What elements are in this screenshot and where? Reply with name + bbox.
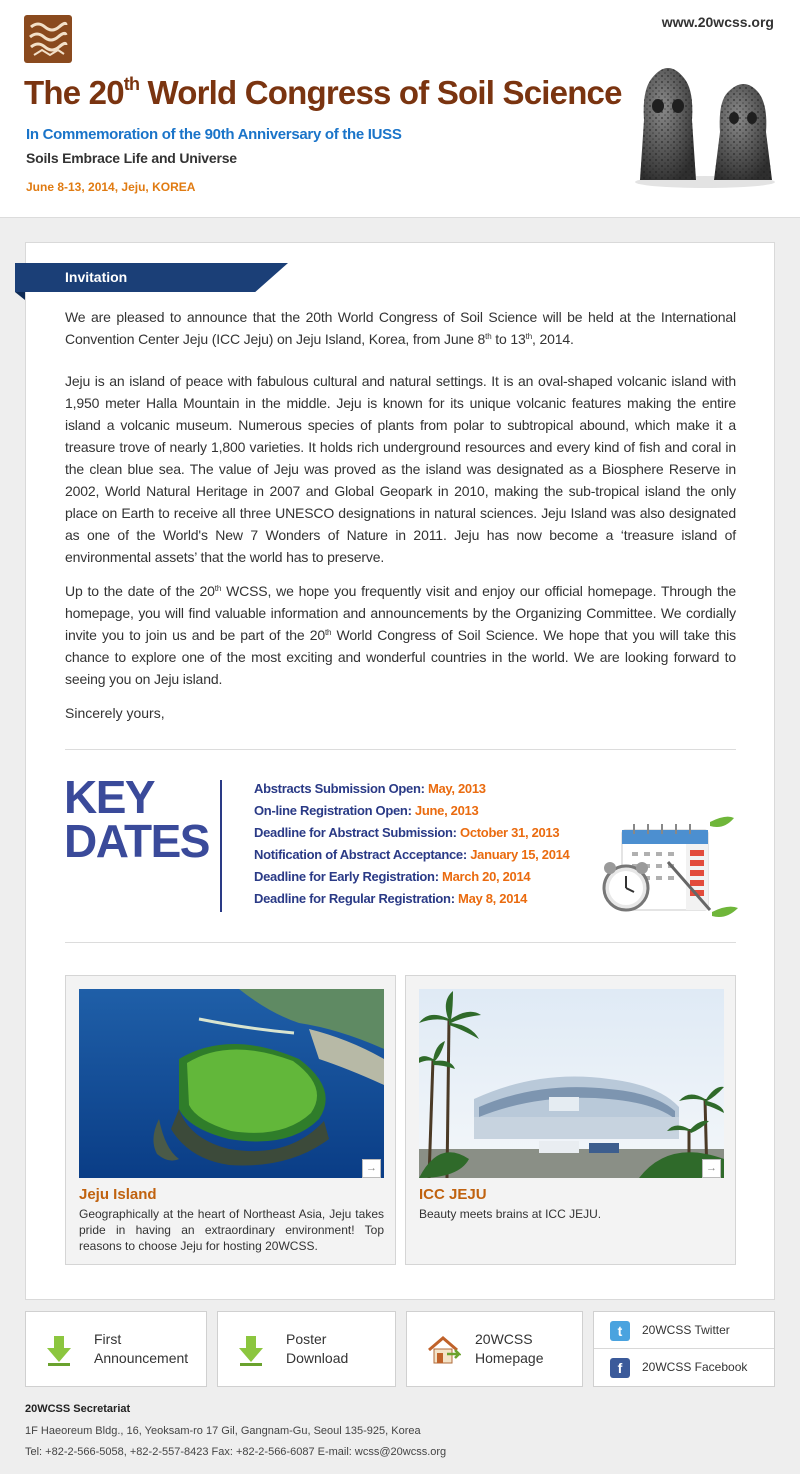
key-dates-separator	[220, 780, 222, 912]
divider	[65, 942, 736, 943]
twitter-icon: t	[610, 1321, 630, 1341]
event-date-place: June 8-13, 2014, Jeju, KOREA	[26, 180, 196, 194]
facebook-label: 20WCSS Facebook	[642, 1360, 748, 1374]
jeju-island-more-arrow[interactable]: →	[362, 1159, 381, 1178]
twitter-link[interactable]	[594, 1312, 774, 1349]
icc-jeju-title[interactable]: ICC JEJU	[419, 1186, 487, 1203]
invitation-tab	[15, 263, 290, 292]
stone-statues-image	[630, 50, 780, 190]
divider	[65, 749, 736, 750]
jeju-island-card[interactable]	[65, 975, 396, 1265]
invitation-paragraph-2: Jeju is an island of peace with fabulous cultural and natural settings. It is an oval-shaped volcanic island with 1,950 meter Halla Mountain in the middle. Jeju is known for its unique volcanic features making the entire island a volcanic museum. Numerous species of plants from polar to subtropical abound, which make it a treasure trove of nearly 1,800 varieties. It holds rich underground resources and every kind of fish and coral in the clean blue sea. The value of Jeju was proved as the island was designated as a Biosphere Reserve in 2002, World Natural Heritage in 2007 and Global Geopark in 2010, making the sub-tropical island the only place on Earth to receive all three UNESCO designations in natural sciences. Jeju Island was also designated as one of the World's New 7 Wonders of Nature in 2011. Jeju has now become a ‘treasure island of environmental assets’ that the world has to preserve.	[65, 373, 736, 565]
poster-download-button[interactable]	[217, 1311, 396, 1387]
site-url[interactable]: www.20wcss.org	[661, 14, 774, 30]
key-dates-list	[254, 778, 569, 910]
first-announcement-button[interactable]	[25, 1311, 207, 1387]
poster-download-label: Poster	[286, 1331, 327, 1347]
congress-logo[interactable]	[24, 15, 72, 63]
homepage-label: 20WCSS	[475, 1331, 533, 1347]
secretariat-title: 20WCSS Secretariat	[25, 1403, 131, 1415]
jeju-island-title[interactable]: Jeju Island	[79, 1186, 157, 1203]
calendar-alarm-clock-icon	[598, 812, 758, 922]
secretariat-address: 1F Haeoreum Bldg., 16, Yeoksam-ro 17 Gil, Gangnam-Gu, Seoul 135-925, Korea	[25, 1425, 421, 1437]
key-date-item: Notification of Abstract Acceptance: January 15, 2014	[254, 847, 570, 862]
first-announcement-label: Announcement	[94, 1350, 189, 1366]
jeju-island-description: Geographically at the heart of Northeast Asia, Jeju takes pride in having an extraordinary environment! Top reasons to choose Jeju for hosting 20WCSS.	[79, 1207, 384, 1253]
first-announcement-label: First	[94, 1331, 122, 1347]
homepage-label: Homepage	[475, 1350, 544, 1366]
icc-jeju-photo	[419, 989, 724, 1178]
jeju-island-photo	[79, 989, 384, 1178]
tagline: Soils Embrace Life and Universe	[26, 150, 237, 166]
key-dates-heading: KEY DATES	[64, 771, 209, 867]
invitation-paragraph-1: We are pleased to announce that the 20th World Congress of Soil Science will be held at the International Convention Center Jeju (ICC Jeju) on Jeju Island, Korea, from June 8th to 13th, 2014.	[65, 309, 736, 347]
download-arrow-icon	[46, 1334, 72, 1366]
key-date-item: Deadline for Regular Registration: May 8, 2014	[254, 891, 528, 906]
closing-text: Sincerely yours,	[65, 705, 165, 721]
social-links	[593, 1311, 775, 1387]
home-icon	[427, 1334, 461, 1366]
poster-download-label: Download	[286, 1350, 349, 1366]
homepage-button[interactable]	[406, 1311, 583, 1387]
logo-pattern-icon	[28, 19, 68, 59]
key-date-item: Deadline for Abstract Submission: October 31, 2013	[254, 825, 560, 840]
facebook-link[interactable]	[594, 1349, 774, 1386]
page-title: The 20th World Congress of Soil Science	[24, 74, 622, 111]
twitter-label: 20WCSS Twitter	[642, 1323, 730, 1337]
invitation-paragraph-3: Up to the date of the 20th WCSS, we hope you frequently visit and enjoy our official homepage. Through the homepage, you will find valuable information and announcements by the Organizing Committee. We cordially invite you to join us and be part of the 20th World Congress of Soil Science. We hope that you will take this chance to explore one of the most exciting and wonderful countries in the world. We are looking forward to seeing you on Jeju island.	[65, 583, 736, 687]
key-date-item: On-line Registration Open: June, 2013	[254, 803, 479, 818]
download-arrow-icon	[238, 1334, 264, 1366]
icc-jeju-card[interactable]	[405, 975, 736, 1265]
icc-jeju-description: Beauty meets brains at ICC JEJU.	[419, 1207, 602, 1221]
facebook-icon: f	[610, 1358, 630, 1378]
key-date-item: Deadline for Early Registration: March 20, 2014	[254, 869, 531, 884]
page-header	[0, 0, 800, 218]
page-subtitle: In Commemoration of the 90th Anniversary of the IUSS	[26, 126, 402, 143]
icc-jeju-more-arrow[interactable]: →	[702, 1159, 721, 1178]
key-date-item: Abstracts Submission Open: May, 2013	[254, 781, 486, 796]
secretariat-contact: Tel: +82-2-566-5058, +82-2-557-8423 Fax: +82-2-566-6087 E-mail: wcss@20wcss.org	[25, 1446, 447, 1458]
invitation-tab-label: Invitation	[65, 269, 128, 285]
